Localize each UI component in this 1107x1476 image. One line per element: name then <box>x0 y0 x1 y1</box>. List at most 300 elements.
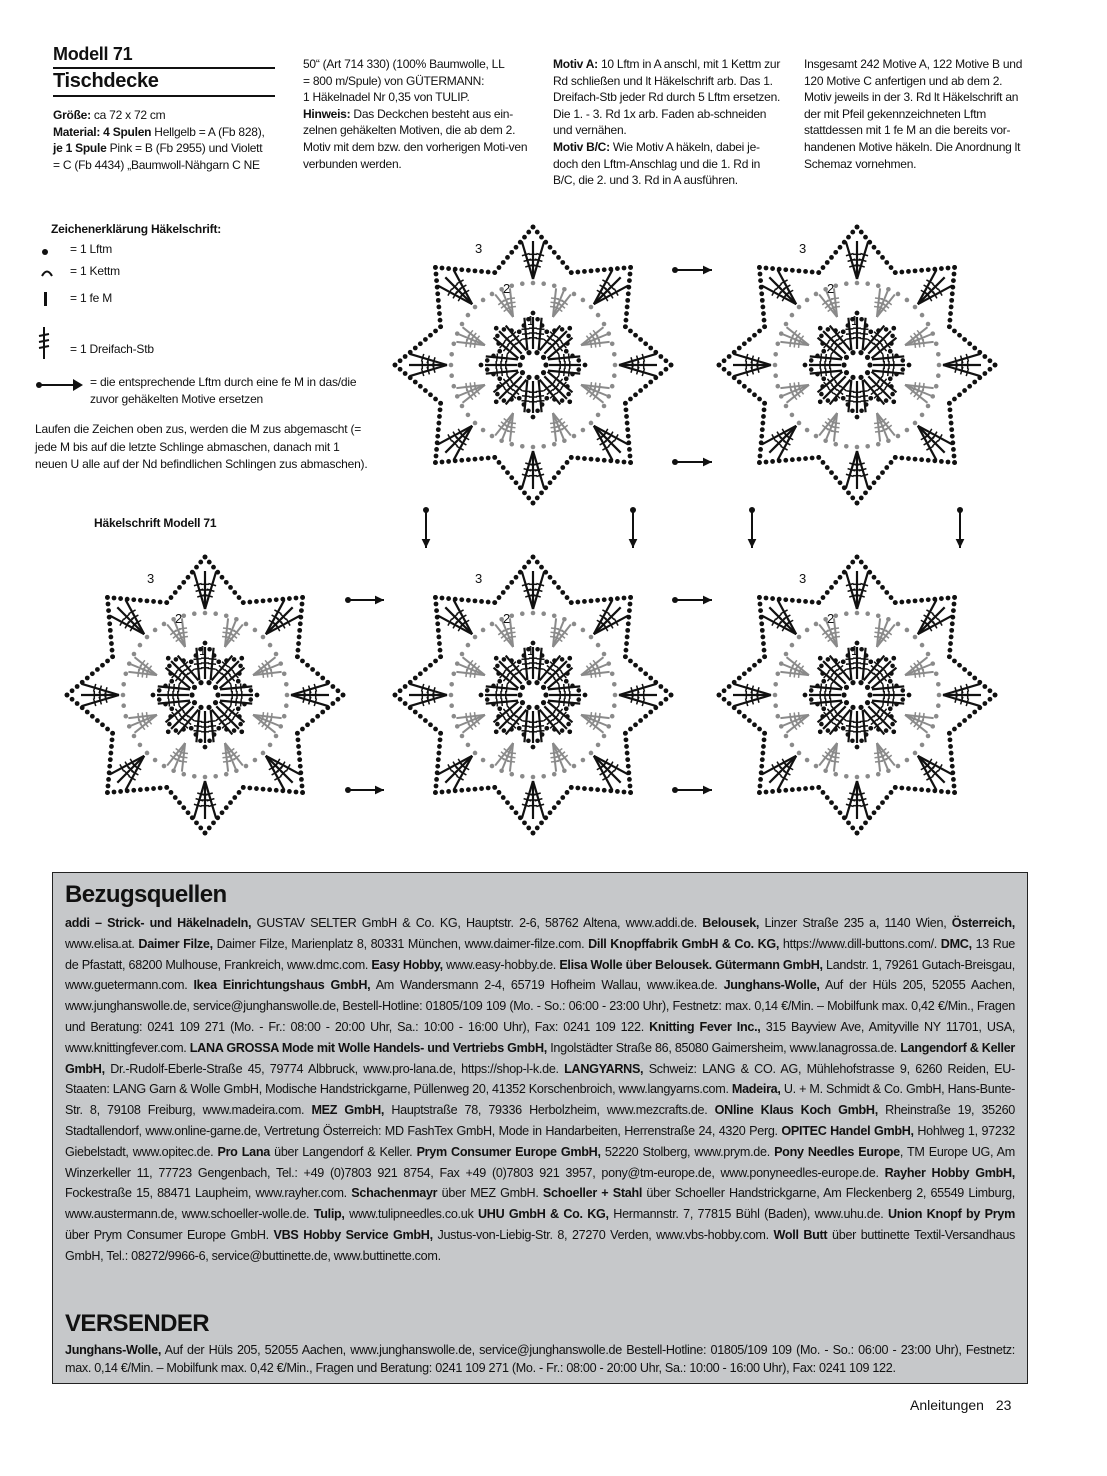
chain-stitch-dot <box>821 349 826 354</box>
chain-stitch-dot <box>623 401 628 406</box>
round2-dot <box>581 298 586 303</box>
chain-stitch-dot <box>459 267 464 272</box>
chain-stitch-dot <box>459 788 464 793</box>
chain-stitch-dot <box>810 456 815 461</box>
supplier-details: Linzer Straße 235 a, 1140 Wien, <box>759 916 952 930</box>
stitch-crossbar <box>551 761 559 762</box>
supplier-name: Tulip, <box>313 1207 345 1222</box>
round2-dot <box>274 734 279 739</box>
round2-dot <box>466 743 471 748</box>
chain-stitch-dot <box>628 784 633 789</box>
chain-stitch-dot <box>722 367 727 372</box>
chain-stitch-dot <box>760 305 765 310</box>
round2-dot <box>905 628 910 633</box>
chain-stitch-dot <box>295 654 300 659</box>
chain-stitch-dot <box>926 597 931 602</box>
chain-stitch-dot <box>232 728 237 733</box>
sources-title: Bezugsquellen <box>65 881 227 908</box>
round2-dot <box>449 693 454 698</box>
chain-stitch-dot <box>552 805 557 810</box>
round2-dot <box>865 774 870 779</box>
chain-stitch-dot <box>560 465 565 470</box>
chain-stitch-dot <box>982 371 987 376</box>
chain-stitch-dot <box>900 688 905 693</box>
round2-dot <box>282 714 287 719</box>
chain-stitch-dot <box>950 434 955 439</box>
round2-dot <box>936 682 941 687</box>
stitch-crossbar <box>860 338 868 339</box>
chain-stitch-dot <box>760 298 765 303</box>
chain-stitch-dot <box>239 729 244 734</box>
chain-stitch-dot <box>436 298 441 303</box>
round2-dot <box>123 714 128 719</box>
chain-stitch-dot <box>906 269 911 274</box>
chain-stitch-dot <box>850 826 855 831</box>
round2-dot <box>612 352 617 357</box>
chain-stitch-dot <box>950 291 955 296</box>
chain-stitch-dot <box>428 722 433 727</box>
chain-stitch-dot <box>85 710 90 715</box>
round-label: 2 <box>827 281 835 296</box>
chain-stitch-dot <box>575 786 580 791</box>
stitch-crossbar <box>537 659 545 660</box>
supplier-name: Langendorf & Keller GmbH, <box>65 1040 1015 1076</box>
chain-stitch-dot <box>228 585 233 590</box>
stitch-crossbar <box>147 712 148 720</box>
chain-stitch-dot <box>638 667 643 672</box>
chain-stitch-dot <box>459 597 464 602</box>
supplier-details: Fockestraße 15, 88471 Laupheim, www.rayher.com. <box>65 1186 352 1201</box>
round2-dot <box>814 434 819 439</box>
round2-dot <box>481 628 486 633</box>
stitch-crossbar <box>231 698 232 706</box>
chain-stitch-dot <box>727 371 732 376</box>
chain-stitch-dot <box>951 608 956 613</box>
chain-stitch-dot <box>952 790 957 795</box>
chain-stitch-dot <box>913 457 918 462</box>
chain-stitch-dot <box>833 658 838 663</box>
chain-stitch-dot <box>108 751 113 756</box>
stitch-crossbar <box>521 731 529 732</box>
chain-stitch-dot <box>198 826 203 831</box>
chain-stitch-dot <box>496 384 501 389</box>
stitch-crossbar <box>599 669 600 677</box>
stitch-crossbar <box>550 423 558 424</box>
chain-stitch-dot <box>602 458 607 463</box>
round2-dot <box>253 628 258 633</box>
round2-dot <box>181 772 186 777</box>
chain-stitch-dot <box>948 744 953 749</box>
chain-stitch-dot <box>548 810 553 815</box>
chain-stitch-dot <box>783 458 788 463</box>
center-ring-dot <box>844 700 849 705</box>
chain-stitch-dot <box>211 820 216 825</box>
round2-dot <box>449 682 454 687</box>
center-ring-dot <box>517 692 522 697</box>
center-ring-dot <box>850 680 855 685</box>
round2-dot <box>490 434 495 439</box>
chain-stitch-dot <box>846 235 851 240</box>
chain-stitch-dot <box>552 250 557 255</box>
chain-stitch-dot <box>560 728 565 733</box>
chain-stitch-dot <box>623 324 628 329</box>
stitch-crossbar <box>551 431 559 432</box>
supplier-details: über Schoeller Handstrickgarne, Am Fleckenberg 2, 65549 Limburg, www.austermann.de, www.schoeller-wolle.de. <box>65 1186 1015 1222</box>
chain-stitch-dot <box>297 635 302 640</box>
chain-stitch-dot <box>95 718 100 723</box>
chain-stitch-dot <box>727 701 732 706</box>
chain-stitch-dot <box>514 575 519 580</box>
stitch-crossbar <box>832 302 840 303</box>
join-arrow <box>422 507 431 548</box>
chain-stitch-dot <box>926 458 931 463</box>
chain-stitch-dot <box>889 341 894 346</box>
chain-stitch-dot <box>761 744 766 749</box>
chain-stitch-dot <box>544 726 549 731</box>
chain-stitch-dot <box>628 602 633 607</box>
chain-stitch-dot <box>826 398 831 403</box>
chain-stitch-dot <box>473 787 478 792</box>
chain-stitch-dot <box>625 305 630 310</box>
center-ring-dot <box>858 350 863 355</box>
chain-stitch-dot <box>552 475 557 480</box>
round2-dot <box>855 775 860 780</box>
chain-stitch-dot <box>948 311 953 316</box>
crochet-motif <box>65 555 346 836</box>
chain-stitch-dot <box>947 731 952 736</box>
supplier-details: über MEZ GmbH. <box>437 1186 543 1201</box>
stitch-crossbar <box>551 757 559 758</box>
chain-stitch-dot <box>893 270 898 275</box>
round-label: 3 <box>475 241 483 256</box>
chain-stitch-dot <box>952 727 957 732</box>
hint-label: Hinweis: <box>303 106 351 121</box>
center-ring-dot <box>520 370 525 375</box>
round2-dot <box>244 764 249 769</box>
chain-stitch-dot <box>560 590 565 595</box>
chain-stitch-dot <box>535 560 540 565</box>
chain-stitch-dot <box>531 501 536 506</box>
chain-stitch-dot <box>952 397 957 402</box>
chain-stitch-dot <box>747 388 752 393</box>
chain-stitch-dot <box>624 744 629 749</box>
stitch-crossbar <box>564 354 565 362</box>
round2-dot <box>581 428 586 433</box>
chain-stitch-dot <box>248 688 253 693</box>
chain-stitch-dot <box>884 657 889 662</box>
stitch-crossbar <box>466 713 467 721</box>
chain-stitch-dot <box>495 664 500 669</box>
chain-stitch-dot <box>492 785 497 790</box>
chain-stitch-dot <box>261 598 266 603</box>
stitch-crossbar <box>794 713 795 721</box>
stitch-crossbar <box>799 382 800 390</box>
center-ring-dot <box>534 680 539 685</box>
chain-stitch-dot <box>891 729 896 734</box>
chain-stitch-dot <box>565 460 570 465</box>
chain-stitch-dot <box>261 787 266 792</box>
round-label: 1 <box>199 643 207 658</box>
chain-stitch-dot <box>821 376 826 381</box>
round2-dot <box>844 444 849 449</box>
chain-stitch-dot <box>846 565 851 570</box>
center-ring-dot <box>520 700 525 705</box>
supplier-name: Dill Knopffabrik GmbH & Co. KG, <box>588 936 780 951</box>
chain-stitch-dot <box>633 333 638 338</box>
chain-stitch-dot <box>496 714 501 719</box>
supplier-details: Ingolstädter Straße 86, 85080 Gaimersheim, www.lanagrossa.de. <box>546 1040 901 1055</box>
round2-dot <box>473 421 478 426</box>
round2-dot <box>773 352 778 357</box>
stitch-crossbar <box>502 698 503 706</box>
chain-stitch-dot <box>423 667 428 672</box>
round2-dot <box>224 772 229 777</box>
round2-dot <box>203 611 208 616</box>
chain-stitch-dot <box>582 456 587 461</box>
round2-dot <box>531 611 536 616</box>
round2-dot <box>449 363 454 368</box>
chain-stitch-dot <box>758 608 763 613</box>
chain-stitch-dot <box>627 447 632 452</box>
chain-stitch-dot <box>236 679 241 684</box>
chain-stitch-dot <box>669 693 674 698</box>
chain-stitch-dot <box>947 654 952 659</box>
stitch-crossbar <box>599 339 600 347</box>
chain-stitch-dot <box>868 659 873 664</box>
chain-stitch-dot <box>762 648 767 653</box>
round2-dot <box>775 341 780 346</box>
supplier-name: ONline Klaus Koch GmbH, <box>714 1103 878 1118</box>
round2-dot <box>934 384 939 389</box>
chain-stitch-dot <box>906 786 911 791</box>
chain-stitch-dot <box>526 230 531 235</box>
chain-stitch-dot <box>564 706 569 711</box>
chain-stitch-dot <box>151 786 156 791</box>
chain-stitch-dot <box>797 787 802 792</box>
chain-stitch-dot <box>194 565 199 570</box>
chain-stitch-dot <box>212 653 217 658</box>
round2-dot <box>589 635 594 640</box>
chain-stitch-dot <box>526 738 531 743</box>
supplier-name: Woll Butt <box>773 1227 828 1242</box>
stitch-crossbar <box>860 726 868 727</box>
chain-stitch-dot <box>859 738 864 743</box>
chain-stitch-dot <box>582 786 587 791</box>
join-arrow <box>629 507 638 548</box>
chain-stitch-dot <box>485 697 490 702</box>
chain-stitch-dot <box>565 341 570 346</box>
chain-stitch-dot <box>868 329 873 334</box>
chain-stitch-dot <box>535 647 540 652</box>
round2-dot <box>132 734 137 739</box>
chain-stitch-dot <box>815 354 820 359</box>
chain-stitch-dot <box>501 465 506 470</box>
round2-dot <box>541 281 546 286</box>
chain-stitch-dot <box>336 688 341 693</box>
chain-stitch-dot <box>757 329 762 334</box>
stitch-crossbar <box>564 368 565 376</box>
chain-stitch-dot <box>241 785 246 790</box>
round2-dot <box>833 442 838 447</box>
chain-stitch-dot <box>770 596 775 601</box>
round2-dot <box>913 635 918 640</box>
arrow-head <box>375 786 384 795</box>
round2-dot <box>865 444 870 449</box>
chain-stitch-dot <box>393 693 398 698</box>
chain-stitch-dot <box>722 358 727 363</box>
chain-stitch-dot <box>962 718 967 723</box>
stitch-crossbar <box>508 307 516 308</box>
supplier-details: Hauptstraße 78, 79336 Herbolzheim, www.mezcrafts.de. <box>384 1103 715 1118</box>
chain-stitch-dot <box>169 679 174 684</box>
chain-stitch-dot <box>626 291 631 296</box>
round2-dot <box>284 703 289 708</box>
chain-stitch-dot <box>90 714 95 719</box>
chain-stitch-dot <box>622 266 627 271</box>
chain-stitch-dot <box>567 326 572 331</box>
chain-stitch-dot <box>186 575 191 580</box>
chain-stitch-dot <box>951 447 956 452</box>
chain-stitch-dot <box>106 602 111 607</box>
chain-stitch-dot <box>658 701 663 706</box>
round2-dot <box>460 652 465 657</box>
chain-stitch-dot <box>993 693 998 698</box>
chain-stitch-dot <box>819 334 824 339</box>
round2-dot <box>138 743 143 748</box>
stitch-crossbar <box>470 713 471 721</box>
center-ring-dot <box>206 705 211 710</box>
chain-stitch-dot <box>403 354 408 359</box>
material-line: Material: 4 Spulen Hellgelb = A (Fb 828), <box>53 124 265 139</box>
stitch-crossbar <box>893 699 894 707</box>
chain-stitch-dot <box>962 667 967 672</box>
chain-stitch-dot <box>757 460 762 465</box>
supplier-details: Daimer Filze, Marienplatz 8, 80331 München, www.daimer-filze.com. <box>212 936 589 951</box>
chain-stitch-dot <box>105 595 110 600</box>
chain-stitch-dot <box>752 392 757 397</box>
stitch-crossbar <box>508 302 516 303</box>
supplier-name: Junghans-Wolle, <box>723 978 820 993</box>
chain-stitch-dot <box>643 714 648 719</box>
stitch-crossbar <box>194 664 202 665</box>
chain-stitch-dot <box>287 596 292 601</box>
chain-stitch-dot <box>602 597 607 602</box>
chain-stitch-dot <box>762 731 767 736</box>
shipper-title: VERSENDER <box>65 1310 209 1337</box>
chain-stitch-dot <box>433 727 438 732</box>
chain-stitch-dot <box>436 305 441 310</box>
chain-stitch-dot <box>497 265 502 270</box>
chain-stitch-dot <box>658 371 663 376</box>
stitch-crossbar <box>569 369 570 377</box>
stitch-crossbar <box>790 383 791 391</box>
chain-stitch-dot <box>872 245 877 250</box>
chain-stitch-dot <box>859 496 864 501</box>
chain-stitch-dot <box>829 800 834 805</box>
chain-stitch-dot <box>300 595 305 600</box>
chain-stitch-dot <box>254 599 259 604</box>
chain-stitch-dot <box>962 337 967 342</box>
chain-stitch-dot <box>623 654 628 659</box>
chain-stitch-dot <box>70 697 75 702</box>
chain-stitch-dot <box>75 684 80 689</box>
chain-stitch-dot <box>106 784 111 789</box>
chain-stitch-dot <box>872 810 877 815</box>
round2-dot <box>520 281 525 286</box>
stitch-crossbar <box>832 637 840 638</box>
round2-dot <box>268 743 273 748</box>
chain-stitch-dot <box>509 328 514 333</box>
chain-stitch-dot <box>761 311 766 316</box>
chain-stitch-dot <box>296 648 301 653</box>
chain-stitch-dot <box>526 496 531 501</box>
round2-dot <box>520 611 525 616</box>
chain-stitch-dot <box>783 788 788 793</box>
round2-dot <box>509 772 514 777</box>
stitch-crossbar <box>550 753 558 754</box>
chain-stitch-dot <box>495 392 500 397</box>
material-line: = 800 m/Spule) von GÜTERMANN: <box>303 73 485 88</box>
chain-stitch-dot <box>816 455 821 460</box>
stitch-crossbar <box>522 664 530 665</box>
chain-stitch-dot <box>575 456 580 461</box>
chain-stitch-dot <box>988 367 993 372</box>
round2-dot <box>162 764 167 769</box>
supplier-details: über buttinette Textil-Versandhaus GmbH, Tel.: 08272/9966-6, service@buttinette.de, www.buttinette.com. <box>65 1227 1016 1263</box>
round2-dot <box>773 363 778 368</box>
chain-stitch-dot <box>393 363 398 368</box>
chain-stitch-dot <box>552 580 557 585</box>
center-ring-dot <box>541 685 546 690</box>
chain-stitch-dot <box>859 317 864 322</box>
chain-stitch-dot <box>810 600 815 605</box>
center-ring-dot <box>198 705 203 710</box>
chain-stitch-dot <box>951 777 956 782</box>
chain-stitch-dot <box>232 795 237 800</box>
stitch-crossbar <box>846 396 854 397</box>
chain-stitch-dot <box>888 376 893 381</box>
chain-stitch-dot <box>522 653 527 658</box>
chain-stitch-dot <box>300 727 305 732</box>
chain-stitch-dot <box>758 278 763 283</box>
stitch-crossbar <box>826 368 827 376</box>
chain-stitch-dot <box>486 786 491 791</box>
chain-stitch-dot <box>589 598 594 603</box>
chain-stitch-dot <box>267 598 272 603</box>
chain-stitch-dot <box>838 245 843 250</box>
chain-stitch-dot <box>757 397 762 402</box>
chain-stitch-dot <box>502 398 507 403</box>
chain-stitch-dot <box>473 457 478 462</box>
center-ring-dot <box>865 370 870 375</box>
chain-stitch-dot <box>764 790 769 795</box>
chain-stitch-dot <box>423 718 428 723</box>
chain-stitch-dot <box>863 235 868 240</box>
center-ring-dot <box>850 705 855 710</box>
chain-stitch-dot <box>872 480 877 485</box>
stitch-crossbar <box>861 659 869 660</box>
chain-stitch-dot <box>622 596 627 601</box>
stitch-crossbar <box>536 668 544 669</box>
chain-stitch-dot <box>759 764 764 769</box>
chain-stitch-dot <box>466 598 471 603</box>
chain-stitch-dot <box>628 454 633 459</box>
chain-stitch-dot <box>643 384 648 389</box>
join-arrow <box>345 596 384 605</box>
chain-stitch-dot <box>664 367 669 372</box>
round2-dot <box>844 611 849 616</box>
stitch-crossbar <box>826 354 827 362</box>
